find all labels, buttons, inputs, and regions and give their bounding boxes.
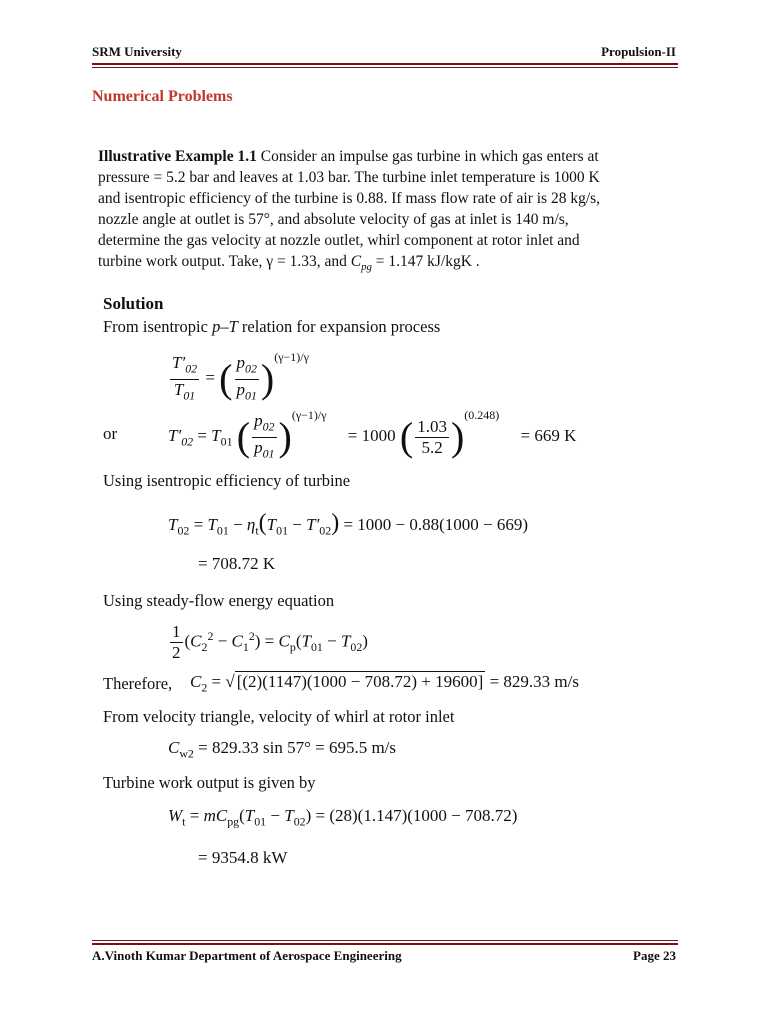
equation-C2: $C_2$ = √ [(2)(1147)(1000 − 708.72) + 19600] = 829.33 m/s <box>190 672 579 695</box>
header-right: Propulsion-II <box>601 44 676 59</box>
equation-T02-prime: $T'_{02} = T_{01}$ ( $\frac{p_{02}}{p_{01}}$ )$^{(\gamma-1)/\gamma}$ = 1000 ( $\frac{1.03}{5.2}$ )$^{(0.248)}$ = 669 K <box>168 408 577 460</box>
section-title: Numerical Problems <box>92 88 233 105</box>
therefore-label: Therefore, <box>103 674 173 693</box>
footer-rule <box>92 943 678 945</box>
example-line-1: Consider an impulse gas turbine in which gas enters at <box>256 148 599 165</box>
solution-intro: From isentropic p–T relation for expansion process <box>103 317 441 336</box>
example-line-6b: = 1.147 kJ/kgK . <box>371 253 480 270</box>
example-line-4: nozzle angle at outlet is 57°, and absolute velocity of gas at inlet is 140 m/s, <box>98 211 569 228</box>
page-number: Page 23 <box>633 948 676 963</box>
line-work-output: Turbine work output is given by <box>103 773 316 792</box>
equation-sfee: $\frac{1}{2}$ $(C_2^2 - C_1^2) = C_p(T_{01} - T_{02})$ <box>172 622 368 662</box>
solution-heading: Solution <box>103 294 164 313</box>
example-line-3: and isentropic efficiency of the turbine is 0.88. If mass flow rate of air is 28 kg/s, <box>98 190 601 207</box>
header-rule-thin <box>92 67 678 68</box>
line-steady-flow-energy: Using steady-flow energy equation <box>103 591 335 610</box>
header-left: SRM University <box>92 44 182 59</box>
cpg-symbol: $C_{pg}$ <box>350 253 372 274</box>
example-line-6a: turbine work output. Take, γ = 1.33, and <box>98 253 351 270</box>
example-paragraph <box>98 146 600 278</box>
header-rule <box>92 63 678 65</box>
result-Wt: = 9354.8 kW <box>198 848 288 867</box>
or-label: or <box>103 424 118 443</box>
example-line-2: pressure = 5.2 bar and leaves at 1.03 bar. The turbine inlet temperature is 1000 K <box>98 169 600 186</box>
footer-left: A.Vinoth Kumar Department of Aerospace Engineering <box>92 948 402 963</box>
p-T-symbol: p <box>212 317 221 336</box>
equation-isentropic-ratio: $\frac{T'_{02}}{T_{01}}$ = ( $\frac{p_{02}}{p_{01}}$ )$^{(\gamma-1)/\gamma}$ <box>172 350 309 402</box>
equation-Cw2: $C_{w2} = 829.33$ sin 57° = 695.5 m/s <box>168 738 397 761</box>
line-isentropic-efficiency: Using isentropic efficiency of turbine <box>103 471 351 490</box>
example-label: Illustrative Example 1.1 <box>98 148 257 165</box>
result-T02: = 708.72 K <box>198 554 276 573</box>
footer-rule-thin <box>92 940 678 941</box>
equation-T02: $T_{02} = T_{01} - \eta_t(T_{01} - T'_{02}) = 1000 - 0.88(1000 - 669)$ <box>168 510 529 538</box>
example-line-5: determine the gas velocity at nozzle outlet, whirl component at rotor inlet and <box>98 232 580 249</box>
line-velocity-triangle: From velocity triangle, velocity of whirl at rotor inlet <box>103 707 455 726</box>
equation-Wt: $W_t = mC_{pg}(T_{01} - T_{02}) = (28)(1.147)(1000 - 708.72)$ <box>168 806 518 829</box>
